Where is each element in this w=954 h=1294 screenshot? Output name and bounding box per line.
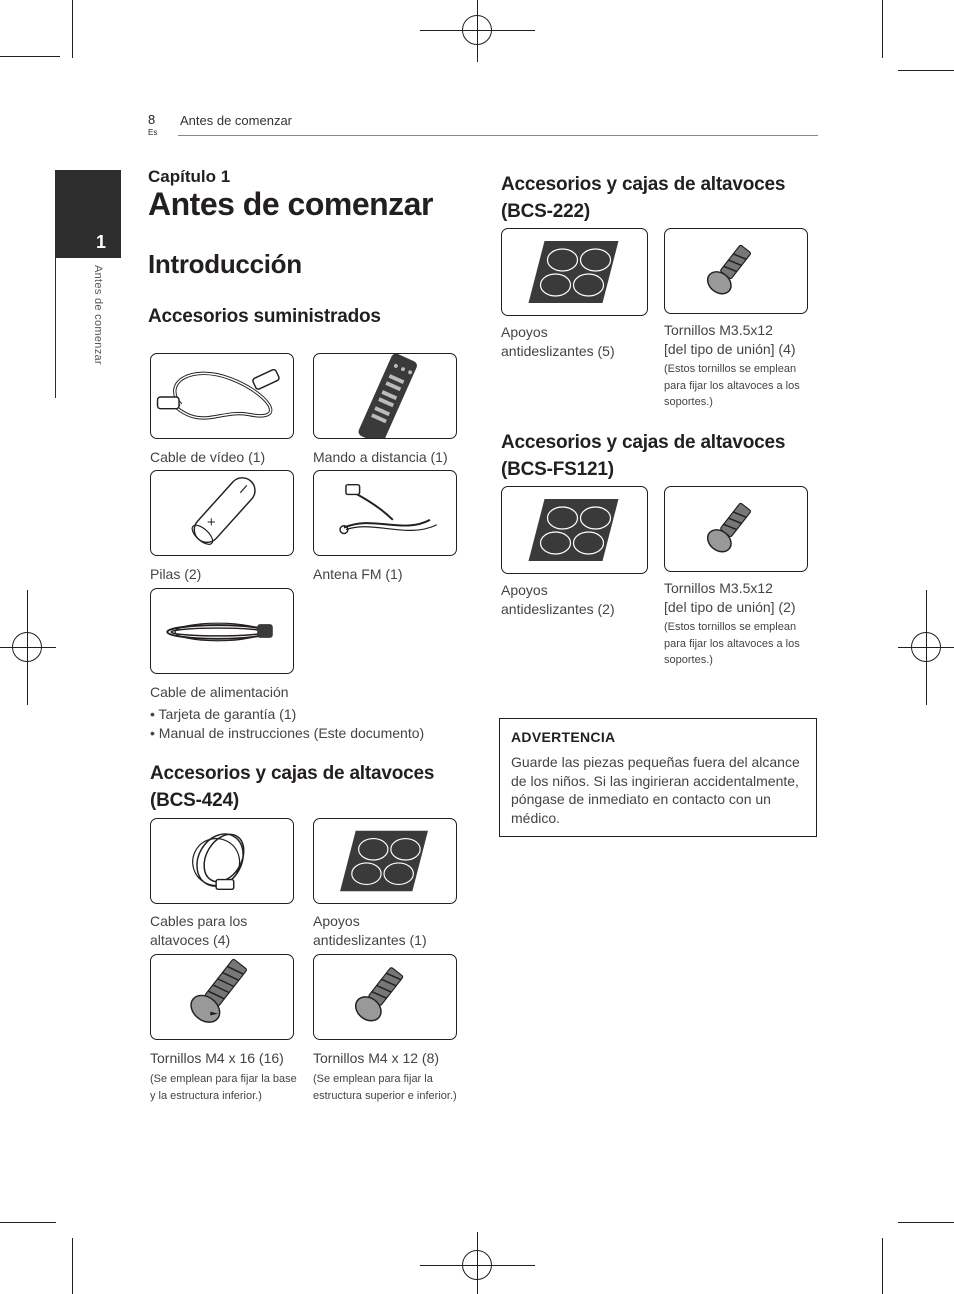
remote-control-illustration (313, 353, 457, 439)
header-rule (178, 135, 818, 136)
video-cable-label: Cable de vídeo (1) (150, 449, 266, 465)
side-tab-text: Antes de comenzar (92, 265, 104, 365)
chapter-tab (55, 170, 121, 258)
list-item: • Manual de instrucciones (Este documento) (150, 724, 424, 743)
svg-text:+: + (206, 514, 217, 529)
screw-m4x16-note: (Se emplean para fijar la base y la estructura inferior.) (150, 1073, 297, 1102)
screw-m4x12-label: Tornillos M4 x 12 (8) (313, 1050, 440, 1066)
bcsfs121-pads-label: Apoyos antideslizantes (2) (501, 582, 615, 617)
chapter-tab-rule (55, 258, 56, 398)
bcs222-screw-note: (Estos tornillos se emplean para fijar los altavoces a los soportes.) (664, 363, 800, 408)
bcsfs121-pads-illustration (501, 486, 648, 574)
batteries-label: Pilas (2) (150, 566, 202, 582)
warning-title: ADVERTENCIA (511, 729, 616, 745)
warning-text: Guarde las piezas pequeñas fuera del alcance de los niños. Si las ingirieran accidentalmente, póngase de inmediato en contacto con un médico. (511, 754, 800, 826)
intro-heading: Introducción (148, 249, 302, 279)
list-item: • Tarjeta de garantía (1) (150, 705, 424, 724)
bcs222-screw-label: Tornillos M3.5x12 [del tipo de unión] (4) (664, 322, 796, 357)
extra-items-list (150, 705, 424, 742)
page-number: 8 (148, 112, 156, 127)
fm-antenna-label: Antena FM (1) (313, 566, 403, 582)
speaker-cables-label: Cables para los altavoces (4) (150, 913, 248, 948)
language-code: Es (148, 128, 158, 137)
power-cable-illustration (150, 588, 294, 674)
remote-control-label: Mando a distancia (1) (313, 449, 448, 465)
supplied-heading: Accesorios suministrados (148, 306, 381, 327)
bcs424-heading: Accesorios y cajas de altavoces (BCS-424) (150, 763, 435, 811)
running-header: Antes de comenzar (180, 113, 293, 128)
bcsfs121-screw-illustration (664, 486, 808, 572)
chapter-tab-number: 1 (96, 232, 107, 252)
screw-m4x16-illustration (150, 954, 294, 1040)
chapter-label: Capítulo 1 (148, 167, 231, 186)
power-cable-label: Cable de alimentación (150, 684, 289, 700)
speaker-cables-illustration (150, 818, 294, 904)
bcsfs121-heading: Accesorios y cajas de altavoces (BCS-FS121) (501, 432, 786, 480)
fm-antenna-illustration (313, 470, 457, 556)
bcs222-heading: Accesorios y cajas de altavoces (BCS-222) (501, 174, 786, 222)
video-cable-illustration (150, 353, 294, 439)
bcs222-pads-label: Apoyos antideslizantes (5) (501, 324, 615, 359)
bcsfs121-screw-label: Tornillos M3.5x12 [del tipo de unión] (2) (664, 580, 796, 615)
batteries-illustration (150, 470, 294, 556)
page-title: Antes de comenzar (148, 186, 433, 222)
bcs222-screw-illustration (664, 228, 808, 314)
anti-slip-pads-label: Apoyos antideslizantes (1) (313, 913, 427, 948)
screw-m4x12-note: (Se emplean para fijar la estructura superior e inferior.) (313, 1073, 457, 1102)
screw-m4x16-label: Tornillos M4 x 16 (16) (150, 1050, 284, 1066)
bcs222-pads-illustration (501, 228, 648, 316)
screw-m4x12-illustration (313, 954, 457, 1040)
anti-slip-pads-illustration (313, 818, 457, 904)
bcsfs121-screw-note: (Estos tornillos se emplean para fijar los altavoces a los soportes.) (664, 621, 800, 666)
